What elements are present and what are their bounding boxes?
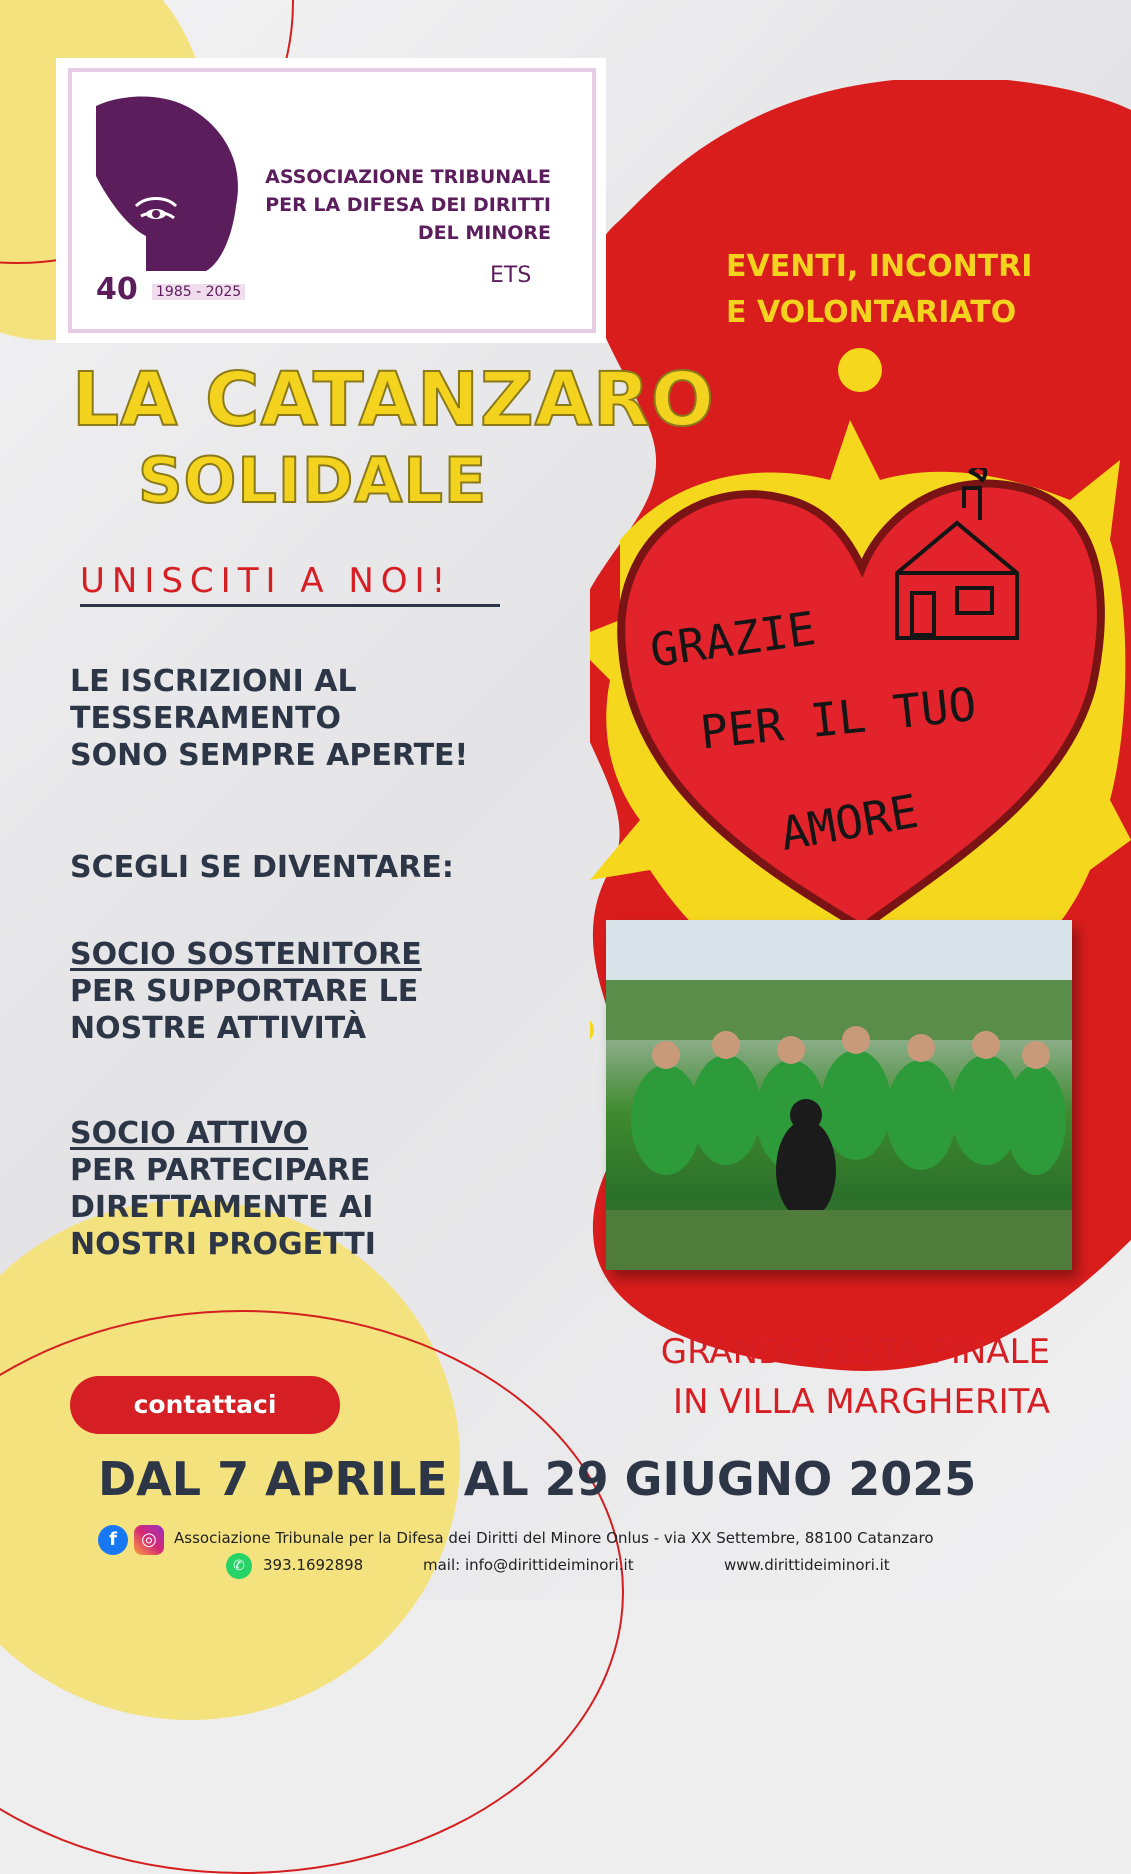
join-us-title: UNISCITI A NOI! (80, 561, 453, 601)
option-supporter (70, 936, 610, 1047)
events-tag-line1: EVENTI, INCONTRI (726, 249, 1033, 284)
option-active (70, 1115, 610, 1263)
final-party-line2: IN VILLA MARGHERITA (673, 1382, 1050, 1422)
group-photo-illustration (606, 920, 1072, 1270)
option1-desc-line1: PER SUPPORTARE LE (70, 974, 419, 1009)
footer-phone[interactable]: 393.1692898 (263, 1556, 364, 1574)
footer-mail[interactable]: mail: info@dirittideiminori.it (423, 1556, 634, 1574)
anniversary-number: 40 (96, 272, 138, 307)
option2-desc-line3: NOSTRI PROGETTI (70, 1227, 376, 1262)
event-dates: DAL 7 APRILE AL 29 GIUGNO 2025 (98, 1452, 977, 1506)
facebook-icon[interactable]: f (98, 1525, 128, 1555)
org-line2: PER LA DIFESA DEI DIRITTI (265, 194, 551, 216)
final-party (560, 1327, 1050, 1427)
option1-desc-line2: NOSTRE ATTIVITÀ (70, 1011, 367, 1046)
handwriting-line3: AMORE (776, 783, 923, 862)
headline-line1: LA CATANZARO (72, 357, 715, 443)
footer-website[interactable]: www.dirittideiminori.it (724, 1556, 890, 1574)
instagram-icon[interactable]: ◎ (134, 1525, 164, 1555)
logo-box (56, 58, 606, 343)
child-face-logo-icon (96, 96, 246, 296)
handwriting-line2: PER IL TUO (697, 676, 979, 760)
para1-line1: LE ISCRIZIONI AL (70, 664, 357, 699)
para1-line2: TESSERAMENTO (70, 701, 342, 736)
footer-address: Associazione Tribunale per la Difesa dei Diritti del Minore Onlus - via XX Settembre, 88100 Catanzaro (174, 1529, 934, 1547)
option1-title: SOCIO SOSTENITORE (70, 937, 422, 972)
membership-info (70, 663, 610, 774)
option2-title: SOCIO ATTIVO (70, 1116, 309, 1151)
join-us-underline (80, 604, 500, 607)
anniversary-years: 1985 - 2025 (152, 284, 245, 300)
option2-desc-line1: PER PARTECIPARE (70, 1153, 371, 1188)
option2-desc-line2: DIRETTAMENTE AI (70, 1190, 374, 1225)
org-name (246, 163, 551, 247)
org-line3: DEL MINORE (417, 222, 551, 244)
ets-label: ETS (490, 263, 532, 288)
contact-button[interactable]: contattaci (70, 1376, 340, 1434)
org-line1: ASSOCIAZIONE TRIBUNALE (265, 166, 551, 188)
para1-line3: SONO SEMPRE APERTE! (70, 738, 469, 773)
handwriting-line1: GRAZIE (646, 601, 819, 678)
choose-label: SCEGLI SE DIVENTARE: (70, 850, 454, 885)
events-tag (726, 244, 1056, 336)
events-tag-line2: E VOLONTARIATO (726, 295, 1017, 330)
headline-line2: SOLIDALE (138, 444, 488, 517)
final-party-line1: GRANDE FESTA FINALE (660, 1332, 1050, 1372)
whatsapp-icon[interactable]: ✆ (226, 1553, 252, 1579)
group-photo (606, 920, 1072, 1270)
